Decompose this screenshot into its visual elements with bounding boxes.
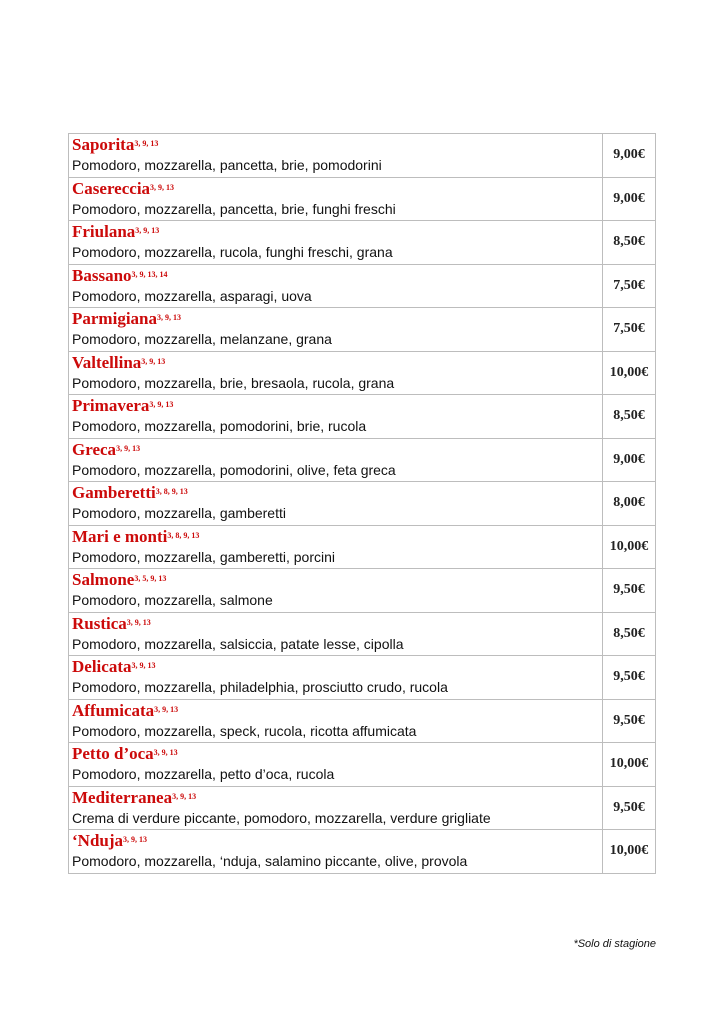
menu-row (69, 786, 656, 830)
item-description-cell (69, 786, 603, 830)
allergen-codes: 3, 8, 9, 13 (167, 530, 200, 540)
menu-row (69, 395, 656, 439)
menu-row (69, 569, 656, 613)
item-name-text: Primavera (72, 396, 150, 415)
item-name-text: Mediterranea (72, 787, 173, 807)
item-name (71, 614, 602, 634)
item-name-text: Bassano (72, 265, 132, 285)
item-name (71, 135, 602, 155)
item-description-cell (69, 699, 603, 743)
item-price: 9,50€ (603, 656, 656, 700)
item-name (71, 353, 602, 373)
item-description-cell (69, 482, 603, 526)
menu-row (69, 612, 656, 656)
allergen-codes: 3, 9, 13 (149, 400, 174, 409)
allergen-codes: 3, 8, 9, 13 (155, 487, 188, 496)
item-description-cell (69, 134, 603, 178)
item-ingredients: Pomodoro, mozzarella, speck, rucola, ricotta affumicata (72, 722, 417, 739)
item-ingredients: Pomodoro, mozzarella, rucola, funghi freschi, grana (72, 244, 393, 260)
item-name (71, 396, 602, 416)
item-name-text: ‘Nduja (72, 831, 124, 850)
item-name-text: Parmigiana (72, 309, 157, 328)
allergen-codes: 3, 9, 13, 14 (131, 269, 168, 279)
item-name-text: Casereccia (72, 178, 151, 198)
item-name (71, 788, 602, 808)
menu-row (69, 177, 656, 221)
allergen-codes: 3, 9, 13 (126, 617, 151, 627)
allergen-codes: 3, 9, 13 (134, 139, 159, 148)
item-name (71, 657, 602, 677)
item-name-text: Rustica (72, 613, 127, 633)
menu-row (69, 264, 656, 308)
menu-row (69, 134, 656, 178)
item-price: 10,00€ (603, 743, 656, 787)
item-description-cell (69, 830, 603, 874)
item-ingredients: Pomodoro, mozzarella, melanzane, grana (72, 331, 332, 347)
item-name (71, 744, 602, 764)
item-name (71, 179, 602, 199)
item-name-text: Salmone (72, 570, 135, 589)
item-name (71, 266, 602, 286)
item-price: 8,00€ (603, 482, 656, 526)
item-name (71, 440, 602, 460)
item-name-text: Greca (72, 439, 117, 459)
menu-row (69, 221, 656, 265)
item-price: 9,00€ (603, 134, 656, 178)
item-description-cell (69, 656, 603, 700)
item-name-text: Gamberetti (72, 483, 156, 502)
item-price: 8,50€ (603, 612, 656, 656)
menu-row (69, 743, 656, 787)
item-price: 9,50€ (603, 786, 656, 830)
pizza-menu-table (68, 133, 656, 874)
item-price: 10,00€ (603, 830, 656, 874)
item-description-cell (69, 569, 603, 613)
item-description-cell (69, 221, 603, 265)
menu-row (69, 830, 656, 874)
item-name (71, 527, 602, 547)
allergen-codes: 3, 9, 13 (135, 226, 160, 235)
item-name-text: Mari e monti (72, 526, 168, 546)
item-description-cell (69, 264, 603, 308)
item-ingredients: Pomodoro, mozzarella, pancetta, brie, funghi freschi (72, 200, 396, 217)
item-description-cell (69, 177, 603, 221)
allergen-codes: 3, 9, 13 (150, 182, 175, 192)
allergen-codes: 3, 9, 13 (116, 443, 141, 453)
item-price: 8,50€ (603, 221, 656, 265)
allergen-codes: 3, 9, 13 (141, 356, 166, 366)
item-description-cell (69, 308, 603, 352)
item-name-text: Valtellina (72, 352, 142, 372)
allergen-codes: 3, 9, 13 (131, 661, 156, 670)
item-price: 7,50€ (603, 308, 656, 352)
item-name (71, 483, 602, 503)
item-description-cell (69, 525, 603, 569)
item-ingredients: Pomodoro, mozzarella, gamberetti (72, 505, 286, 521)
item-ingredients: Pomodoro, mozzarella, gamberetti, porcini (72, 548, 336, 565)
menu-row (69, 699, 656, 743)
item-ingredients: Pomodoro, mozzarella, philadelphia, prosciutto crudo, rucola (72, 679, 448, 695)
item-ingredients: Pomodoro, mozzarella, ‘nduja, salamino piccante, olive, provola (72, 853, 468, 869)
item-name-text: Saporita (72, 135, 135, 154)
item-description-cell (69, 395, 603, 439)
item-price: 7,50€ (603, 264, 656, 308)
item-name-text: Friulana (72, 222, 136, 241)
item-description-cell (69, 612, 603, 656)
item-name (71, 701, 602, 721)
item-ingredients: Pomodoro, mozzarella, pancetta, brie, pomodorini (72, 157, 382, 173)
item-ingredients: Pomodoro, mozzarella, petto d’oca, rucola (72, 766, 335, 782)
item-name (71, 222, 602, 242)
menu-row (69, 525, 656, 569)
item-description-cell (69, 743, 603, 787)
item-price: 10,00€ (603, 525, 656, 569)
item-ingredients: Pomodoro, mozzarella, asparagi, uova (72, 287, 312, 304)
item-description-cell (69, 438, 603, 482)
menu-row (69, 482, 656, 526)
allergen-codes: 3, 5, 9, 13 (134, 574, 167, 583)
item-price: 9,00€ (603, 177, 656, 221)
item-ingredients: Crema di verdure piccante, pomodoro, mozzarella, verdure grigliate (72, 809, 491, 826)
item-description-cell (69, 351, 603, 395)
item-name (71, 831, 602, 851)
item-price: 9,00€ (603, 438, 656, 482)
item-price: 9,50€ (603, 569, 656, 613)
allergen-codes: 3, 9, 13 (157, 313, 181, 322)
allergen-codes: 3, 9, 13 (172, 791, 197, 801)
menu-row (69, 351, 656, 395)
item-name-text: Affumicata (72, 700, 155, 720)
item-name-text: Petto d’oca (72, 744, 154, 763)
menu-row (69, 308, 656, 352)
allergen-codes: 3, 9, 13 (123, 835, 148, 844)
menu-row (69, 656, 656, 700)
item-ingredients: Pomodoro, mozzarella, pomodorini, olive, feta greca (72, 461, 396, 478)
allergen-codes: 3, 9, 13 (154, 704, 179, 714)
seasonal-footnote: *Solo di stagione (573, 938, 656, 950)
item-name (71, 570, 602, 590)
menu-row (69, 438, 656, 482)
item-price: 9,50€ (603, 699, 656, 743)
allergen-codes: 3, 9, 13 (153, 748, 178, 757)
item-price: 8,50€ (603, 395, 656, 439)
item-price: 10,00€ (603, 351, 656, 395)
item-ingredients: Pomodoro, mozzarella, brie, bresaola, rucola, grana (72, 374, 395, 391)
item-name-text: Delicata (72, 657, 132, 676)
item-ingredients: Pomodoro, mozzarella, pomodorini, brie, rucola (72, 418, 367, 434)
item-ingredients: Pomodoro, mozzarella, salmone (72, 592, 273, 608)
item-name (71, 309, 602, 329)
item-ingredients: Pomodoro, mozzarella, salsiccia, patate lesse, cipolla (72, 635, 404, 652)
